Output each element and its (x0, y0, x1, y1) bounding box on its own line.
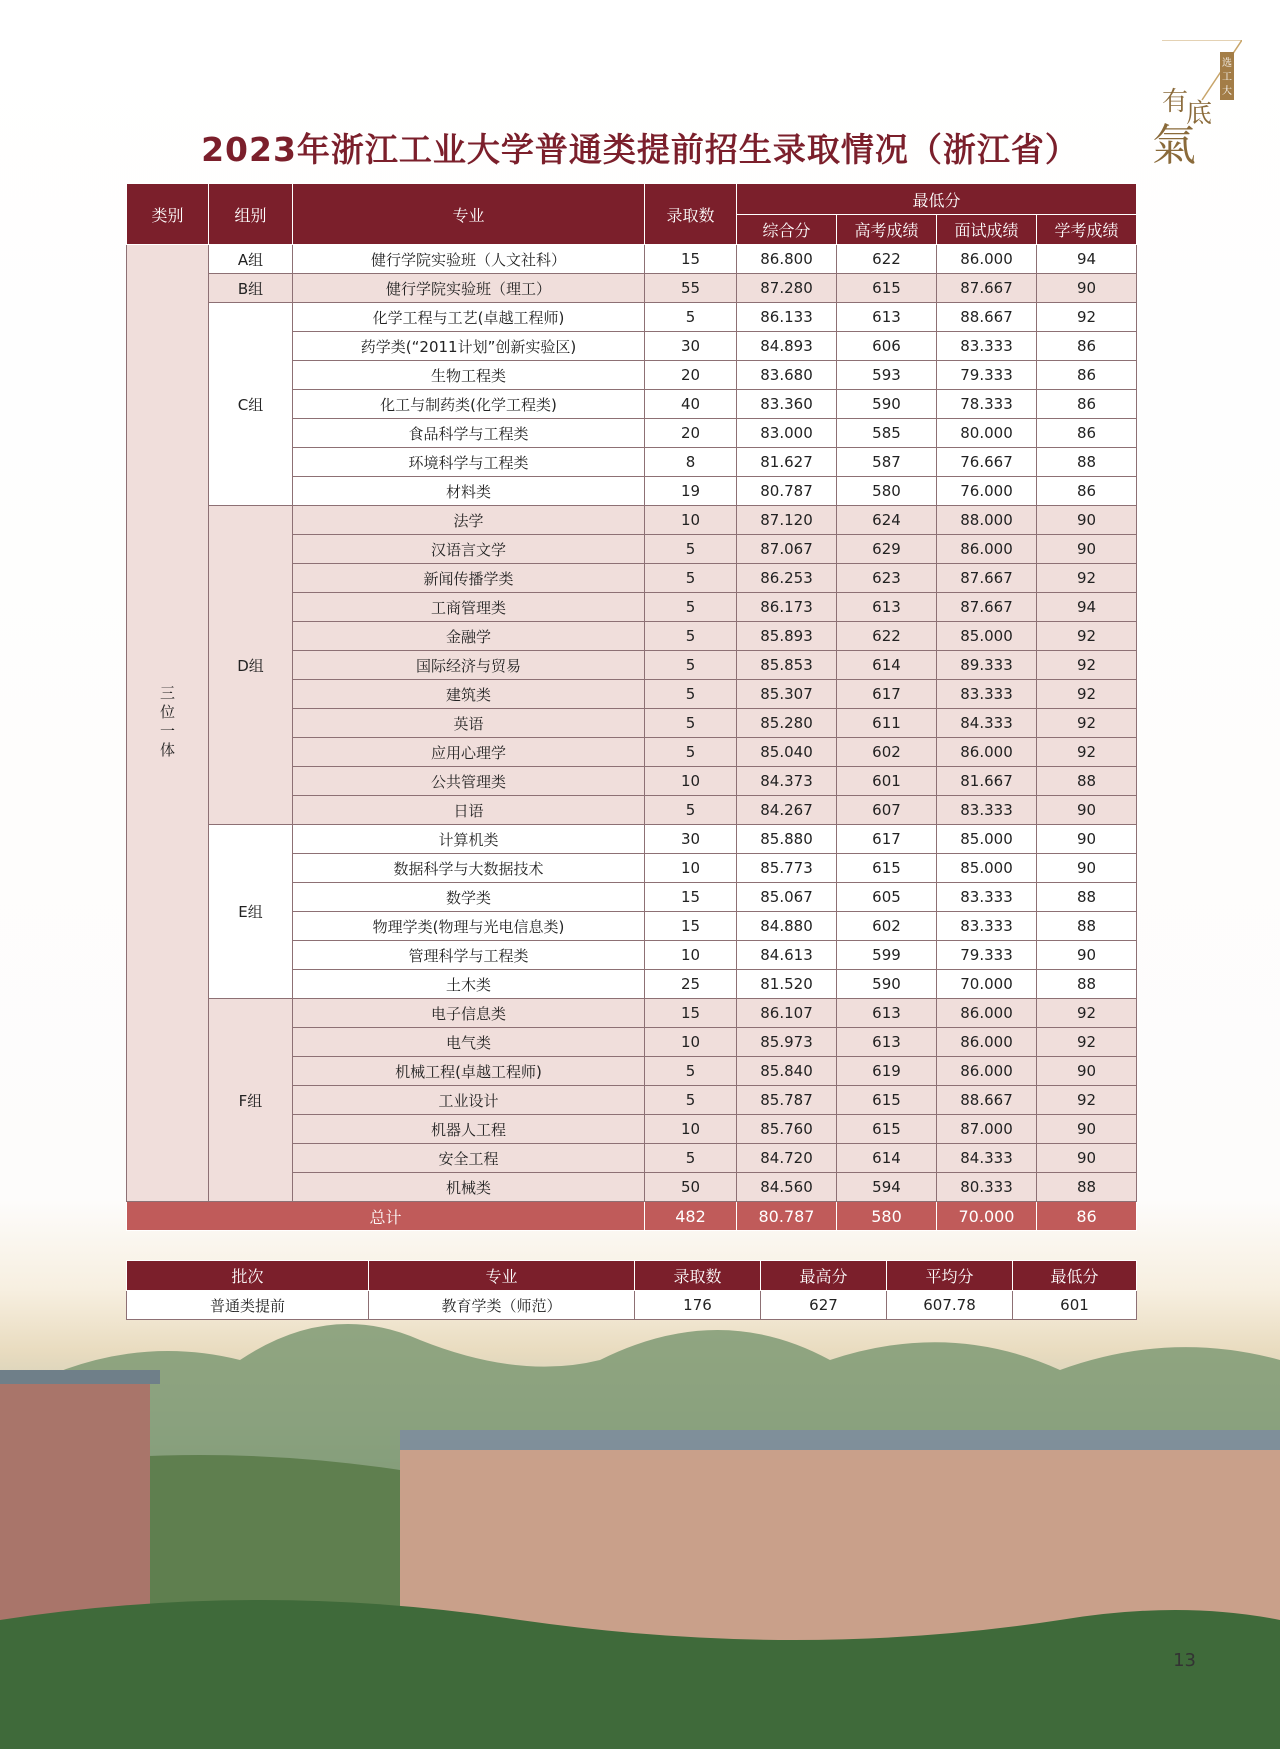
cell-composite: 86.107 (737, 999, 837, 1028)
cell-composite: 85.040 (737, 738, 837, 767)
cell-major: 计算机类 (293, 825, 645, 854)
cell-major: 安全工程 (293, 1144, 645, 1173)
cell-major: 国际经济与贸易 (293, 651, 645, 680)
cell-major: 电子信息类 (293, 999, 645, 1028)
cell-batch: 普通类提前 (127, 1291, 369, 1320)
table-row (127, 303, 1137, 332)
header-category: 类别 (127, 184, 209, 245)
cell-major: 教育学类（师范） (369, 1291, 635, 1320)
header-admitted: 录取数 (645, 184, 737, 245)
cell-major: 电气类 (293, 1028, 645, 1057)
cell-major: 数据科学与大数据技术 (293, 854, 645, 883)
cell-composite: 84.267 (737, 796, 837, 825)
cell-gaokao: 599 (837, 941, 937, 970)
cell-xuekao: 88 (1037, 970, 1137, 999)
cell-composite: 84.880 (737, 912, 837, 941)
cell-xuekao: 92 (1037, 622, 1137, 651)
cell-xuekao: 90 (1037, 1144, 1137, 1173)
cell-admitted: 10 (645, 1028, 737, 1057)
cell-interview: 83.333 (937, 332, 1037, 361)
cell-major: 英语 (293, 709, 645, 738)
cell-composite: 85.067 (737, 883, 837, 912)
cell-xuekao: 92 (1037, 564, 1137, 593)
svg-text:选: 选 (1222, 58, 1232, 69)
cell-xuekao: 92 (1037, 680, 1137, 709)
cell-gaokao: 593 (837, 361, 937, 390)
table-row (127, 999, 1137, 1028)
cell-interview: 80.000 (937, 419, 1037, 448)
cell-composite: 81.520 (737, 970, 837, 999)
cell-admitted: 176 (635, 1291, 761, 1320)
cell-major: 法学 (293, 506, 645, 535)
cell-min-score: 601 (1013, 1291, 1137, 1320)
cell-composite: 83.360 (737, 390, 837, 419)
header-min-score: 最低分 (737, 184, 1137, 215)
cell-interview: 78.333 (937, 390, 1037, 419)
cell-gaokao: 602 (837, 738, 937, 767)
cell-admitted: 5 (645, 796, 737, 825)
cell-xuekao: 86 (1037, 361, 1137, 390)
cell-xuekao: 94 (1037, 245, 1137, 274)
cell-admitted: 10 (645, 854, 737, 883)
cell-interview: 88.000 (937, 506, 1037, 535)
cell-xuekao: 92 (1037, 303, 1137, 332)
cell-composite: 84.613 (737, 941, 837, 970)
cell-xuekao: 90 (1037, 941, 1137, 970)
cell-interview: 80.333 (937, 1173, 1037, 1202)
cell-admitted: 5 (645, 564, 737, 593)
cell-interview: 86.000 (937, 535, 1037, 564)
cell-interview: 70.000 (937, 970, 1037, 999)
header-group: 组别 (209, 184, 293, 245)
cell-composite: 86.253 (737, 564, 837, 593)
cell-composite: 87.120 (737, 506, 837, 535)
header-interview: 面试成绩 (937, 215, 1037, 245)
cell-interview: 83.333 (937, 680, 1037, 709)
cell-admitted: 10 (645, 506, 737, 535)
group-cell: A组 (209, 245, 293, 274)
cell-composite: 85.880 (737, 825, 837, 854)
cell-major: 日语 (293, 796, 645, 825)
group-cell: D组 (209, 506, 293, 825)
cell-max-score: 627 (761, 1291, 887, 1320)
cell-admitted: 5 (645, 680, 737, 709)
cell-admitted: 10 (645, 941, 737, 970)
cell-admitted: 20 (645, 361, 737, 390)
cell-avg-score: 607.78 (887, 1291, 1013, 1320)
cell-xuekao: 90 (1037, 854, 1137, 883)
header-xuekao: 学考成绩 (1037, 215, 1137, 245)
cell-admitted: 5 (645, 738, 737, 767)
cell-xuekao: 90 (1037, 1057, 1137, 1086)
cell-composite: 87.280 (737, 274, 837, 303)
cell-xuekao: 94 (1037, 593, 1137, 622)
cell-admitted: 50 (645, 1173, 737, 1202)
cell-gaokao: 613 (837, 303, 937, 332)
cell-major: 应用心理学 (293, 738, 645, 767)
cell-admitted: 5 (645, 651, 737, 680)
cell-xuekao: 86 (1037, 390, 1137, 419)
total-interview: 70.000 (937, 1202, 1037, 1231)
table-row (127, 506, 1137, 535)
cell-interview: 86.000 (937, 999, 1037, 1028)
cell-gaokao: 629 (837, 535, 937, 564)
cell-interview: 79.333 (937, 941, 1037, 970)
cell-interview: 79.333 (937, 361, 1037, 390)
table-row (127, 274, 1137, 303)
cell-gaokao: 590 (837, 390, 937, 419)
cell-interview: 85.000 (937, 622, 1037, 651)
total-xuekao: 86 (1037, 1202, 1137, 1231)
cell-interview: 86.000 (937, 1057, 1037, 1086)
cell-gaokao: 622 (837, 622, 937, 651)
cell-gaokao: 615 (837, 1115, 937, 1144)
cell-interview: 84.333 (937, 709, 1037, 738)
svg-text:氣: 氣 (1152, 120, 1196, 170)
cell-xuekao: 88 (1037, 912, 1137, 941)
cell-composite: 85.773 (737, 854, 837, 883)
regular-batch-table (126, 1260, 1137, 1320)
cell-gaokao: 613 (837, 999, 937, 1028)
cell-gaokao: 613 (837, 593, 937, 622)
cell-interview: 81.667 (937, 767, 1037, 796)
cell-admitted: 15 (645, 883, 737, 912)
cell-gaokao: 617 (837, 680, 937, 709)
cell-admitted: 5 (645, 1057, 737, 1086)
cell-composite: 85.973 (737, 1028, 837, 1057)
cell-admitted: 5 (645, 1144, 737, 1173)
header-major: 专业 (293, 184, 645, 245)
cell-gaokao: 619 (837, 1057, 937, 1086)
cell-major: 建筑类 (293, 680, 645, 709)
cell-xuekao: 88 (1037, 767, 1137, 796)
cell-admitted: 10 (645, 1115, 737, 1144)
cell-gaokao: 615 (837, 854, 937, 883)
cell-interview: 83.333 (937, 883, 1037, 912)
cell-gaokao: 605 (837, 883, 937, 912)
header-max-score: 最高分 (761, 1261, 887, 1291)
cell-admitted: 55 (645, 274, 737, 303)
group-cell: C组 (209, 303, 293, 506)
header-admitted: 录取数 (635, 1261, 761, 1291)
admission-table (126, 183, 1137, 1231)
cell-admitted: 5 (645, 535, 737, 564)
total-gaokao: 580 (837, 1202, 937, 1231)
page-title: 2023年浙江工业大学普通类提前招生录取情况（浙江省） (201, 130, 1079, 169)
cell-major: 机械工程(卓越工程师) (293, 1057, 645, 1086)
cell-admitted: 30 (645, 332, 737, 361)
cell-gaokao: 580 (837, 477, 937, 506)
cell-major: 土木类 (293, 970, 645, 999)
cell-composite: 85.280 (737, 709, 837, 738)
header-avg-score: 平均分 (887, 1261, 1013, 1291)
cell-admitted: 5 (645, 303, 737, 332)
cell-major: 药学类(“2011计划”创新实验区) (293, 332, 645, 361)
cell-composite: 84.560 (737, 1173, 837, 1202)
cell-gaokao: 622 (837, 245, 937, 274)
cell-gaokao: 601 (837, 767, 937, 796)
cell-interview: 76.667 (937, 448, 1037, 477)
cell-composite: 85.853 (737, 651, 837, 680)
category-cell: 三位一体 (127, 245, 209, 1202)
cell-interview: 87.667 (937, 564, 1037, 593)
cell-interview: 86.000 (937, 738, 1037, 767)
cell-admitted: 5 (645, 1086, 737, 1115)
cell-composite: 85.893 (737, 622, 837, 651)
cell-xuekao: 90 (1037, 535, 1137, 564)
svg-text:底: 底 (1186, 99, 1213, 129)
cell-interview: 83.333 (937, 796, 1037, 825)
cell-major: 机器人工程 (293, 1115, 645, 1144)
cell-gaokao: 587 (837, 448, 937, 477)
cell-admitted: 5 (645, 622, 737, 651)
cell-xuekao: 88 (1037, 1173, 1137, 1202)
cell-admitted: 19 (645, 477, 737, 506)
cell-interview: 88.667 (937, 1086, 1037, 1115)
cell-xuekao: 88 (1037, 448, 1137, 477)
cell-gaokao: 611 (837, 709, 937, 738)
cell-interview: 87.667 (937, 274, 1037, 303)
cell-composite: 85.787 (737, 1086, 837, 1115)
header-major: 专业 (369, 1261, 635, 1291)
cell-composite: 81.627 (737, 448, 837, 477)
cell-xuekao: 92 (1037, 709, 1137, 738)
cell-major: 化学工程与工艺(卓越工程师) (293, 303, 645, 332)
cell-composite: 86.133 (737, 303, 837, 332)
cell-major: 环境科学与工程类 (293, 448, 645, 477)
cell-composite: 83.000 (737, 419, 837, 448)
cell-gaokao: 606 (837, 332, 937, 361)
cell-major: 材料类 (293, 477, 645, 506)
cell-major: 化工与制药类(化学工程类) (293, 390, 645, 419)
cell-xuekao: 92 (1037, 1086, 1137, 1115)
cell-xuekao: 92 (1037, 738, 1137, 767)
cell-interview: 83.333 (937, 912, 1037, 941)
cell-xuekao: 92 (1037, 1028, 1137, 1057)
cell-major: 生物工程类 (293, 361, 645, 390)
cell-admitted: 5 (645, 709, 737, 738)
cell-gaokao: 590 (837, 970, 937, 999)
total-admitted: 482 (645, 1202, 737, 1231)
cell-admitted: 25 (645, 970, 737, 999)
cell-composite: 84.373 (737, 767, 837, 796)
cell-major: 数学类 (293, 883, 645, 912)
cell-gaokao: 617 (837, 825, 937, 854)
header-batch: 批次 (127, 1261, 369, 1291)
cell-gaokao: 602 (837, 912, 937, 941)
cell-composite: 85.307 (737, 680, 837, 709)
cell-composite: 80.787 (737, 477, 837, 506)
cell-major: 新闻传播学类 (293, 564, 645, 593)
table-row (127, 245, 1137, 274)
cell-xuekao: 86 (1037, 477, 1137, 506)
cell-interview: 85.000 (937, 854, 1037, 883)
cell-composite: 85.760 (737, 1115, 837, 1144)
cell-xuekao: 86 (1037, 419, 1137, 448)
cell-xuekao: 92 (1037, 651, 1137, 680)
cell-gaokao: 624 (837, 506, 937, 535)
cell-composite: 83.680 (737, 361, 837, 390)
cell-gaokao: 607 (837, 796, 937, 825)
cell-gaokao: 585 (837, 419, 937, 448)
cell-composite: 86.173 (737, 593, 837, 622)
cell-major: 工业设计 (293, 1086, 645, 1115)
cell-xuekao: 90 (1037, 796, 1137, 825)
cell-gaokao: 615 (837, 274, 937, 303)
cell-gaokao: 614 (837, 651, 937, 680)
cell-admitted: 40 (645, 390, 737, 419)
cell-major: 健行学院实验班（人文社科） (293, 245, 645, 274)
header-gaokao: 高考成绩 (837, 215, 937, 245)
cell-major: 公共管理类 (293, 767, 645, 796)
cell-gaokao: 614 (837, 1144, 937, 1173)
cell-admitted: 30 (645, 825, 737, 854)
cell-interview: 88.667 (937, 303, 1037, 332)
cell-interview: 84.333 (937, 1144, 1037, 1173)
svg-text:大: 大 (1222, 86, 1232, 97)
cell-gaokao: 613 (837, 1028, 937, 1057)
cell-admitted: 15 (645, 912, 737, 941)
cell-major: 金融学 (293, 622, 645, 651)
cell-xuekao: 86 (1037, 332, 1137, 361)
cell-admitted: 15 (645, 999, 737, 1028)
cell-gaokao: 615 (837, 1086, 937, 1115)
cell-admitted: 20 (645, 419, 737, 448)
cell-xuekao: 90 (1037, 506, 1137, 535)
cell-xuekao: 88 (1037, 883, 1137, 912)
table-row (127, 1291, 1137, 1320)
group-cell: F组 (209, 999, 293, 1202)
cell-xuekao: 90 (1037, 1115, 1137, 1144)
cell-composite: 85.840 (737, 1057, 837, 1086)
cell-composite: 84.893 (737, 332, 837, 361)
header-min-score: 最低分 (1013, 1261, 1137, 1291)
cell-interview: 85.000 (937, 825, 1037, 854)
cell-composite: 86.800 (737, 245, 837, 274)
cell-admitted: 10 (645, 767, 737, 796)
cell-interview: 87.667 (937, 593, 1037, 622)
svg-text:工: 工 (1222, 72, 1232, 83)
cell-xuekao: 90 (1037, 825, 1137, 854)
cell-interview: 76.000 (937, 477, 1037, 506)
cell-interview: 87.000 (937, 1115, 1037, 1144)
page-number: 13 (1173, 1650, 1196, 1671)
cell-major: 物理学类(物理与光电信息类) (293, 912, 645, 941)
cell-interview: 86.000 (937, 1028, 1037, 1057)
header-composite: 综合分 (737, 215, 837, 245)
svg-text:有: 有 (1162, 87, 1189, 117)
cell-major: 管理科学与工程类 (293, 941, 645, 970)
cell-interview: 89.333 (937, 651, 1037, 680)
cell-xuekao: 90 (1037, 274, 1137, 303)
cell-major: 健行学院实验班（理工） (293, 274, 645, 303)
group-cell: E组 (209, 825, 293, 999)
cell-major: 食品科学与工程类 (293, 419, 645, 448)
cell-admitted: 15 (645, 245, 737, 274)
cell-gaokao: 594 (837, 1173, 937, 1202)
cell-major: 机械类 (293, 1173, 645, 1202)
total-label: 总计 (127, 1202, 645, 1231)
cell-major: 工商管理类 (293, 593, 645, 622)
cell-major: 汉语言文学 (293, 535, 645, 564)
cell-admitted: 5 (645, 593, 737, 622)
cell-xuekao: 92 (1037, 999, 1137, 1028)
cell-admitted: 8 (645, 448, 737, 477)
total-composite: 80.787 (737, 1202, 837, 1231)
cell-gaokao: 623 (837, 564, 937, 593)
table-row (127, 825, 1137, 854)
cell-composite: 84.720 (737, 1144, 837, 1173)
cell-composite: 87.067 (737, 535, 837, 564)
group-cell: B组 (209, 274, 293, 303)
cell-interview: 86.000 (937, 245, 1037, 274)
